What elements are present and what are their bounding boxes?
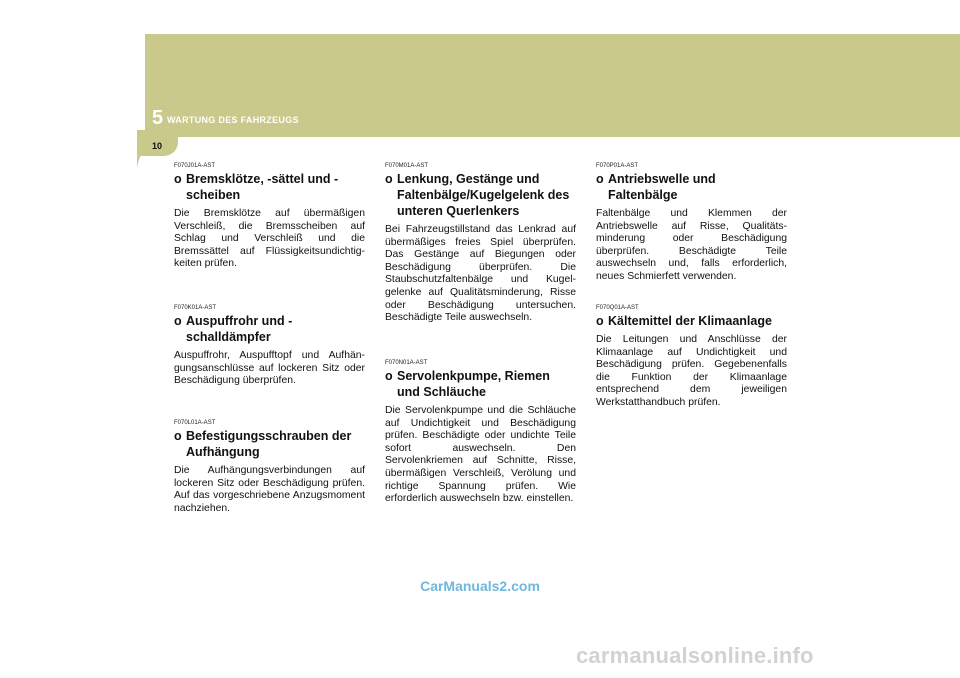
- entry-body: Auspuffrohr, Auspufftopf und Aufhän-gungsanschlüsse auf lockeren Sitz oder Beschädigung überprüfen.: [174, 350, 365, 387]
- entry-body: Die Leitungen und Anschlüsse der Klimaanlage auf Undichtigkeit und Beschädigung prüfen. Gegebenenfalls die Funktion der Klimaanlage entsprechend dem jeweiligen Werkstatthandbuch prüfen.: [596, 334, 787, 408]
- entry-code: F070L01A-AST: [174, 420, 216, 426]
- entry-body: Bei Fahrzeugstillstand das Lenkrad auf übermäßiges freies Spiel überprüfen. Das Gestänge auf Biegungen oder Beschädigung überprüfen. Die Staubschutzfaltenbälge und Kugel-gelenke auf Qualitätsminderung, Risse oder Beschädigung untersuchen. Beschädigte Teile auswechseln.: [385, 224, 576, 324]
- page-number: 10: [152, 141, 163, 151]
- entry-code: F070N01A-AST: [385, 360, 428, 366]
- entry-refrigerant: [596, 305, 787, 410]
- section-title: WARTUNG DES FAHRZEUGS: [167, 115, 299, 125]
- entry-title: o Bremsklötze, -sättel und -scheiben: [174, 172, 339, 202]
- entry-code: F070J01A-AST: [174, 163, 216, 169]
- entry-power-steering: [385, 360, 576, 506]
- entry-drive-shaft: [596, 163, 787, 284]
- entry-code: F070P01A-AST: [596, 163, 639, 169]
- entry-title: o Servolenkpumpe, Riemen und Schläuche: [385, 369, 550, 399]
- watermark-bottom: carmanualsonline.info: [576, 643, 814, 668]
- entry-title: o Kältemittel der Klimaanlage: [596, 314, 772, 328]
- entry-brakes: [174, 163, 365, 271]
- watermark-top: CarManuals2.com: [420, 578, 540, 594]
- section-number: 5: [152, 107, 164, 129]
- entry-title: o Auspuffrohr und -schalldämpfer: [174, 314, 293, 344]
- entry-code: F070M01A-AST: [385, 163, 429, 169]
- entry-body: Die Servolenkpumpe und die Schläuche auf Undichtigkeit und Beschädigung prüfen. Beschädigte oder undichte Teile sofort auswechseln. Den Servolenkriemen auf Schnitte, Risse, übermäßigen Verschleiß, Verölung und richtige Spannung prüfen. Wie erforderlich auswechseln bzw. einstellen.: [385, 405, 576, 505]
- entry-steering: [385, 163, 576, 325]
- entry-title: o Befestigungsschrauben der Aufhängung: [174, 429, 352, 459]
- entry-code: F070K01A-AST: [174, 305, 217, 311]
- entry-body: Die Aufhängungsverbindungen auf lockeren Sitz oder Beschädigung prüfen. Auf das vorgeschriebene Anzugsmoment nachziehen.: [174, 465, 365, 514]
- entry-exhaust: [174, 305, 365, 388]
- entry-title: o Lenkung, Gestänge und Faltenbälge/Kugelgelenk des unteren Querlenkers: [385, 172, 570, 218]
- entry-title: o Antriebswelle und Faltenbälge: [596, 172, 716, 202]
- entry-body: Die Bremsklötze auf übermäßigen Verschleiß, die Bremsscheiben auf Schlag und Verschleiß und die Bremssättel auf Flüssigkeitsundichtig-keiten prüfen.: [174, 208, 365, 270]
- entry-code: F070Q01A-AST: [596, 305, 639, 311]
- entry-suspension-bolts: [174, 420, 365, 515]
- entry-body: Faltenbälge und Klemmen der Antriebswelle auf Risse, Qualitäts-minderung oder Beschädigung überprüfen. Beschädigte Teile auswechseln und, falls erforderlich, neues Schmierfett verwenden.: [596, 208, 787, 282]
